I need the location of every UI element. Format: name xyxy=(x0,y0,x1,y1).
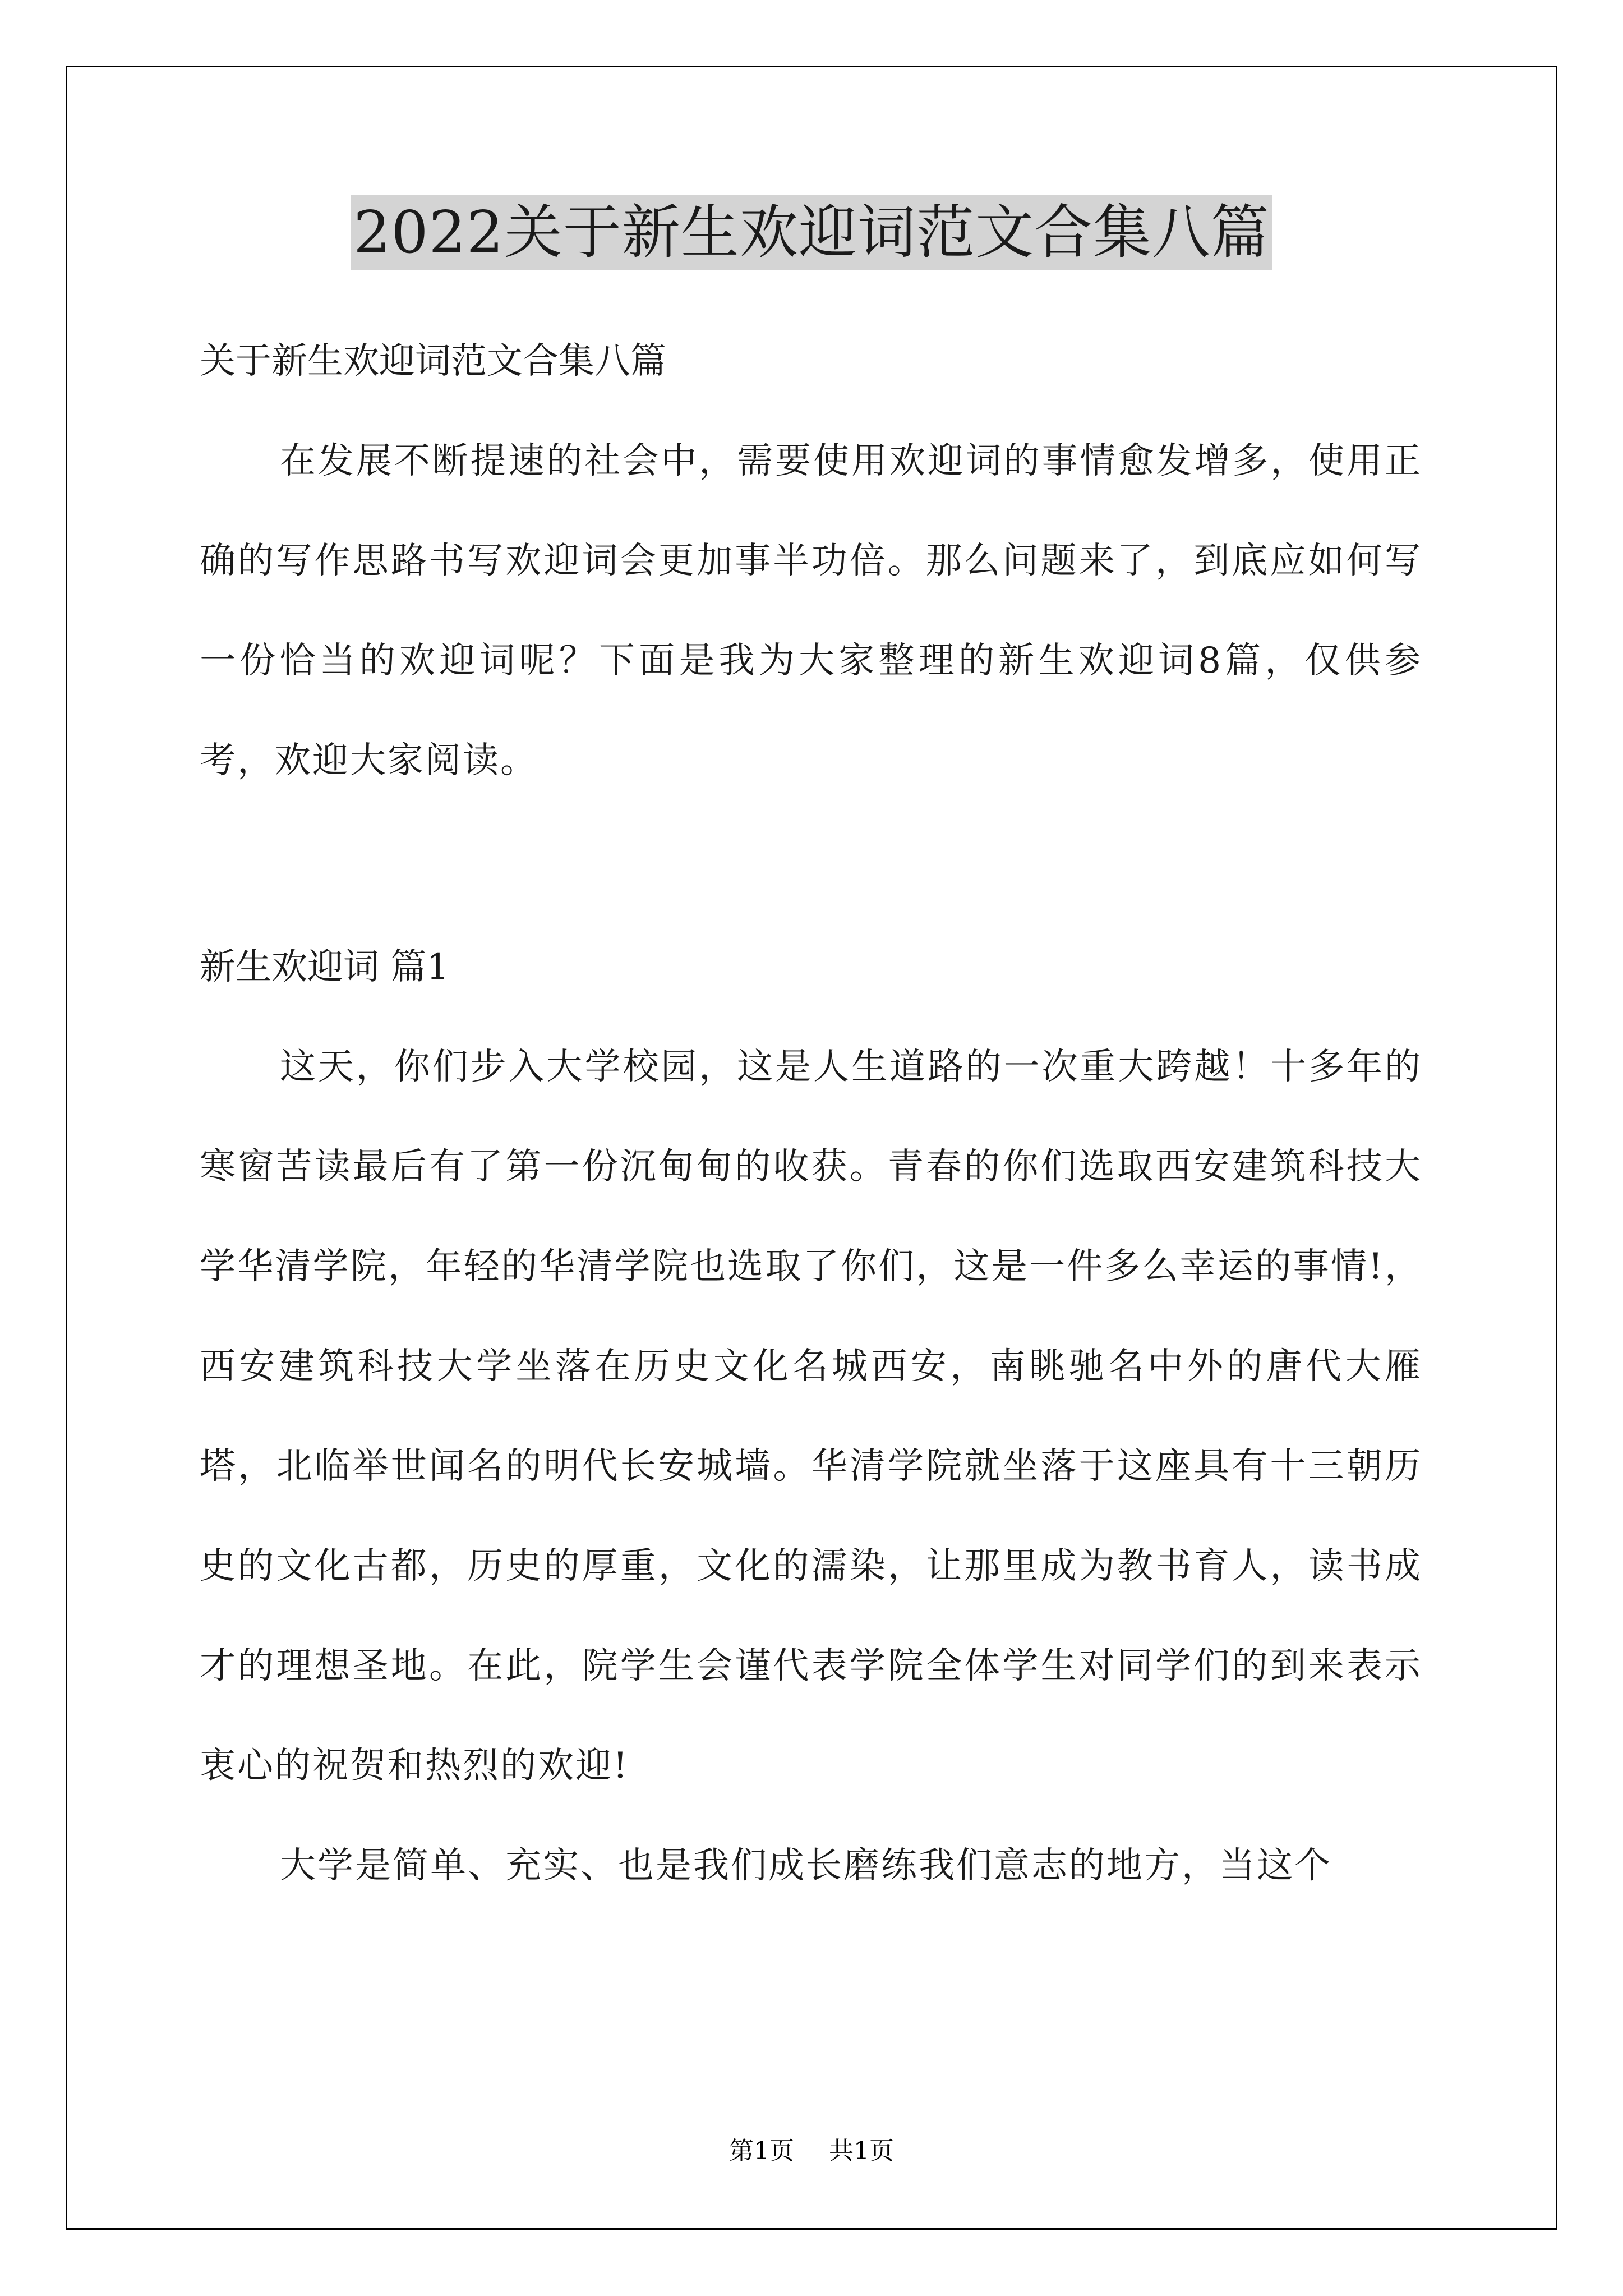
page-number-current: 第1页 xyxy=(729,2137,794,2165)
document-title xyxy=(0,191,1623,274)
page-number-total: 共1页 xyxy=(829,2137,894,2165)
page-footer xyxy=(0,2134,1623,2168)
section-spacer xyxy=(200,811,1422,917)
body-paragraph: 大学是简单、充实、也是我们成长磨练我们意志的地方，当这个 xyxy=(280,1845,1332,1887)
intro-paragraph: 在发展不断提速的社会中，需要使用欢迎词的事情愈发增多，使用正确的写作思路书写欢迎词会更加事半功倍。那么问题来了，到底应如何写一份恰当的欢迎词呢？下面是我为大家整理的新生欢迎词8篇，仅供参考，欢迎大家阅读。 xyxy=(200,440,1422,781)
body-paragraph: 这天，你们步入大学校园，这是人生道路的一次重大跨越！十多年的寒窗苦读最后有了第一份沉甸甸的收获。青春的你们选取西安建筑科技大学华清学院，年轻的华清学院也选取了你们，这是一件多么幸运的事情!，西安建筑科技大学坐落在历史文化名城西安，南眺驰名中外的唐代大雁塔，北临举世闻名的明代长安城墙。华清学院就坐落于这座具有十三朝历史的文化古都，历史的厚重，文化的濡染，让那里成为教书育人，读书成才的理想圣地。在此，院学生会谨代表学院全体学生对同学们的到来表示衷心的祝贺和热烈的欢迎! xyxy=(200,1046,1422,1787)
document-body xyxy=(200,311,1422,1916)
document-subtitle: 关于新生欢迎词范文合集八篇 xyxy=(200,341,666,382)
section-heading: 新生欢迎词 篇1 xyxy=(200,946,450,988)
document-title-text: 2022关于新生欢迎词范文合集八篇 xyxy=(351,195,1272,270)
